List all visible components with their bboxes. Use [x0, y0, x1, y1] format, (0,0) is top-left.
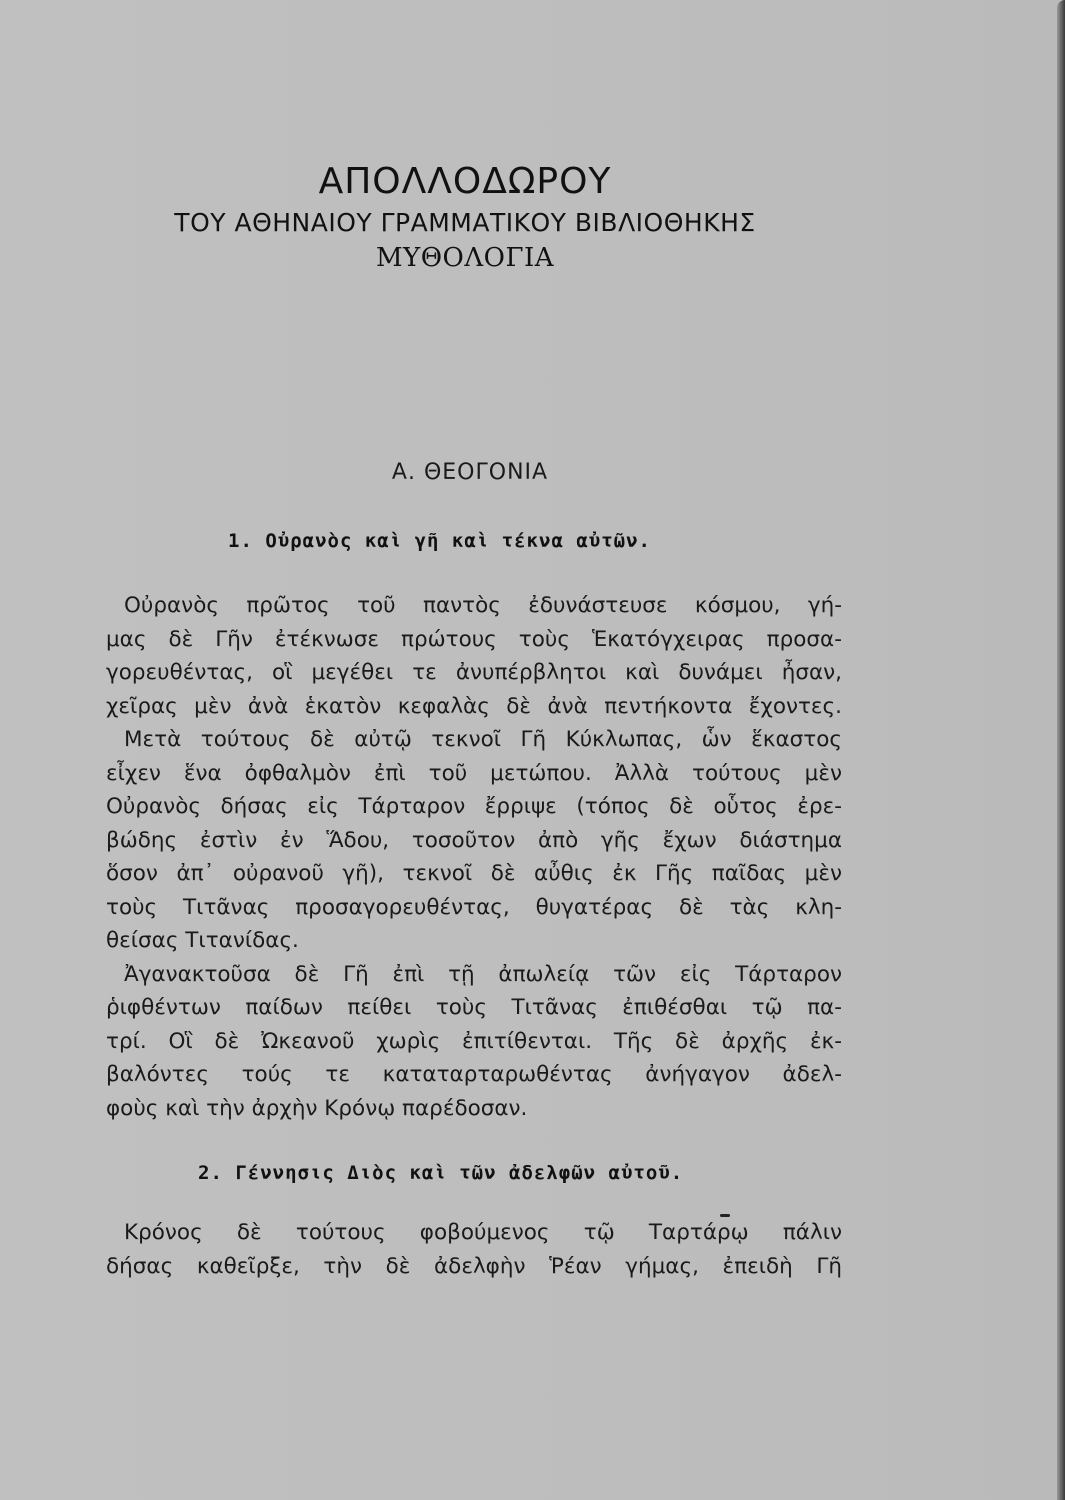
text-line: μας δὲ Γῆν ἐτέκνωσε πρώτους τοὺς Ἑκατόγχειρας προσα-	[106, 626, 842, 652]
text-line: βώδης ἐστὶν ἐν Ἅδου, τοσοῦτον ἀπὸ γῆς ἔχων διάστημα	[106, 827, 842, 853]
part-heading: Α. ΘΕΟΓΟΝΙΑ	[391, 460, 549, 485]
book-author-title: ΑΠΟΛΛΟΔΩΡΟΥ	[318, 161, 612, 202]
section-heading-2	[198, 1162, 683, 1184]
text-line: Μετὰ τούτους δὲ αὐτῷ τεκνοῖ Γῆ Κύκλωπας, ὧν ἕκαστος	[124, 727, 842, 752]
text-line: Οὐρανὸς πρῶτος τοῦ παντὸς ἐδυνάστευσε κόσμου, γή-	[124, 593, 842, 618]
text-line: ὅσον ἀπ᾽ οὐρανοῦ γῆ), τεκνοῖ δὲ αὖθις ἐκ Γῆς παῖδας μὲν	[106, 861, 842, 886]
text-line: τρί. Οἳ δὲ Ὠκεανοῦ χωρὶς ἐπιτίθενται. Τῆς δὲ ἀρχῆς ἐκ-	[106, 1028, 842, 1054]
text-line: ῥιφθέντων παίδων πείθει τοὺς Τιτᾶνας ἐπιθέσθαι τῷ πα-	[106, 995, 842, 1020]
text-line: χεῖρας μὲν ἀνὰ ἑκατὸν κεφαλὰς δὲ ἀνὰ πεντήκοντα ἔχοντες.	[106, 693, 842, 719]
text-line: τοὺς Τιτᾶνας προσαγορευθέντας, θυγατέρας δὲ τὰς κλη-	[106, 894, 842, 920]
text-line: δήσας καθεῖρξε, τὴν δὲ ἀδελφὴν Ῥέαν γήμας, ἐπειδὴ Γῆ	[106, 1253, 842, 1279]
section-1-body	[106, 589, 842, 1125]
text-line: εἶχεν ἕνα ὀφθαλμὸν ἐπὶ τοῦ μετώπου. Ἀλλὰ τούτους μὲν	[106, 760, 842, 786]
text-line: γορευθέντας, οἳ μεγέθει τε ἀνυπέρβλητοι καὶ δυνάμει ἦσαν,	[106, 660, 842, 685]
title-block	[0, 158, 930, 276]
text-line: βαλόντες τούς τε καταταρταρωθέντας ἀνήγαγον ἀδελ-	[106, 1062, 842, 1087]
text-line: Οὐρανὸς δήσας εἰς Τάρταρον ἔρριψε (τόπος δὲ οὗτος ἐρε-	[106, 794, 842, 819]
section-number: 1.	[228, 530, 253, 552]
section-number: 2.	[198, 1162, 223, 1184]
text-line: φοὺς καὶ τὴν ἀρχὴν Κρόνῳ παρέδοσαν.	[106, 1095, 528, 1121]
section-title: Οὐρανὸς καὶ γῆ καὶ τέκνα αὐτῶν.	[265, 530, 651, 552]
page-edge-shadow	[1057, 0, 1065, 1500]
text-line: Ἀγανακτοῦσα δὲ Γῆ ἐπὶ τῇ ἀπωλείᾳ τῶν εἰς Τάρταρον	[124, 961, 842, 987]
text-line: θείσας Τιτανίδας.	[106, 928, 299, 953]
section-title: Γέννησις Διὸς καὶ τῶν ἀδελφῶν αὐτοῦ.	[235, 1162, 684, 1184]
section-2-body	[106, 1216, 842, 1283]
book-title-mythology: ΜΥΘΟΛΟΓΙΑ	[375, 243, 555, 273]
section-heading-1	[228, 530, 651, 552]
book-subtitle: ΤΟΥ ΑΘΗΝΑΙΟΥ ΓΡΑΜΜΑΤΙΚΟΥ ΒΙΒΛΙΟΘΗΚΗΣ	[174, 208, 756, 237]
text-line: Κρόνος δὲ τούτους φοβούμενος τῷ Ταρτάρῳ πάλιν	[124, 1220, 842, 1245]
